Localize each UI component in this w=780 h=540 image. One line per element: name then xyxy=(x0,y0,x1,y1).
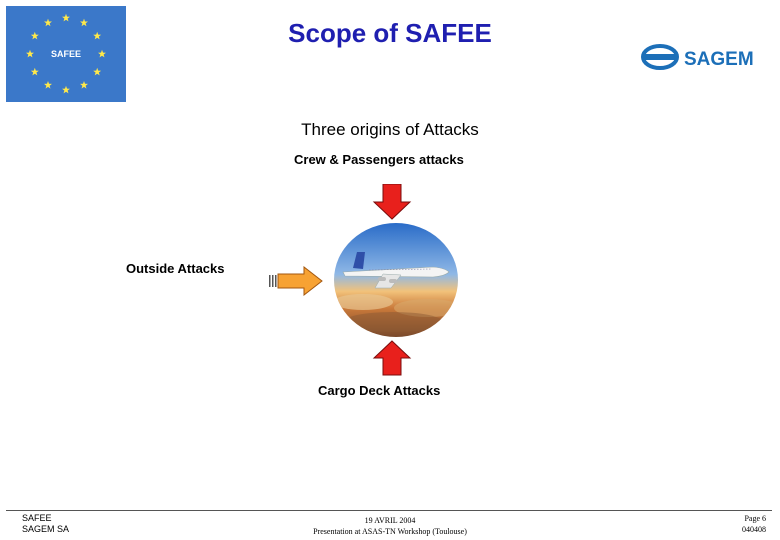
sagem-logo xyxy=(640,40,775,74)
arrow-down-icon xyxy=(372,184,412,220)
aircraft-globe-image xyxy=(333,222,459,338)
footer-left xyxy=(22,513,69,535)
crew-passengers-label: Crew & Passengers attacks xyxy=(294,152,464,167)
footer-page-number: Page 6 xyxy=(744,514,766,523)
footer-divider xyxy=(6,510,772,511)
arrow-up-icon xyxy=(372,340,412,376)
sagem-logo-text: SAGEM xyxy=(684,49,754,70)
footer-company-name: SAGEM SA xyxy=(22,524,70,534)
footer-doc-code: 040408 xyxy=(742,525,766,534)
arrow-right-icon xyxy=(268,266,324,296)
footer-project-name: SAFEE xyxy=(22,513,52,523)
outside-attacks-label: Outside Attacks xyxy=(126,261,225,276)
diagram-subtitle: Three origins of Attacks xyxy=(301,120,479,139)
footer-presentation: Presentation at ASAS-TN Workshop (Toulouse) xyxy=(313,527,467,536)
footer-right xyxy=(700,513,766,535)
eu-logo-text: SAFEE xyxy=(50,49,82,59)
footer-center xyxy=(250,515,530,537)
footer-date: 19 AVRIL 2004 xyxy=(364,516,416,525)
cargo-deck-label: Cargo Deck Attacks xyxy=(318,383,441,398)
page-title: Scope of SAFEE xyxy=(288,18,492,48)
